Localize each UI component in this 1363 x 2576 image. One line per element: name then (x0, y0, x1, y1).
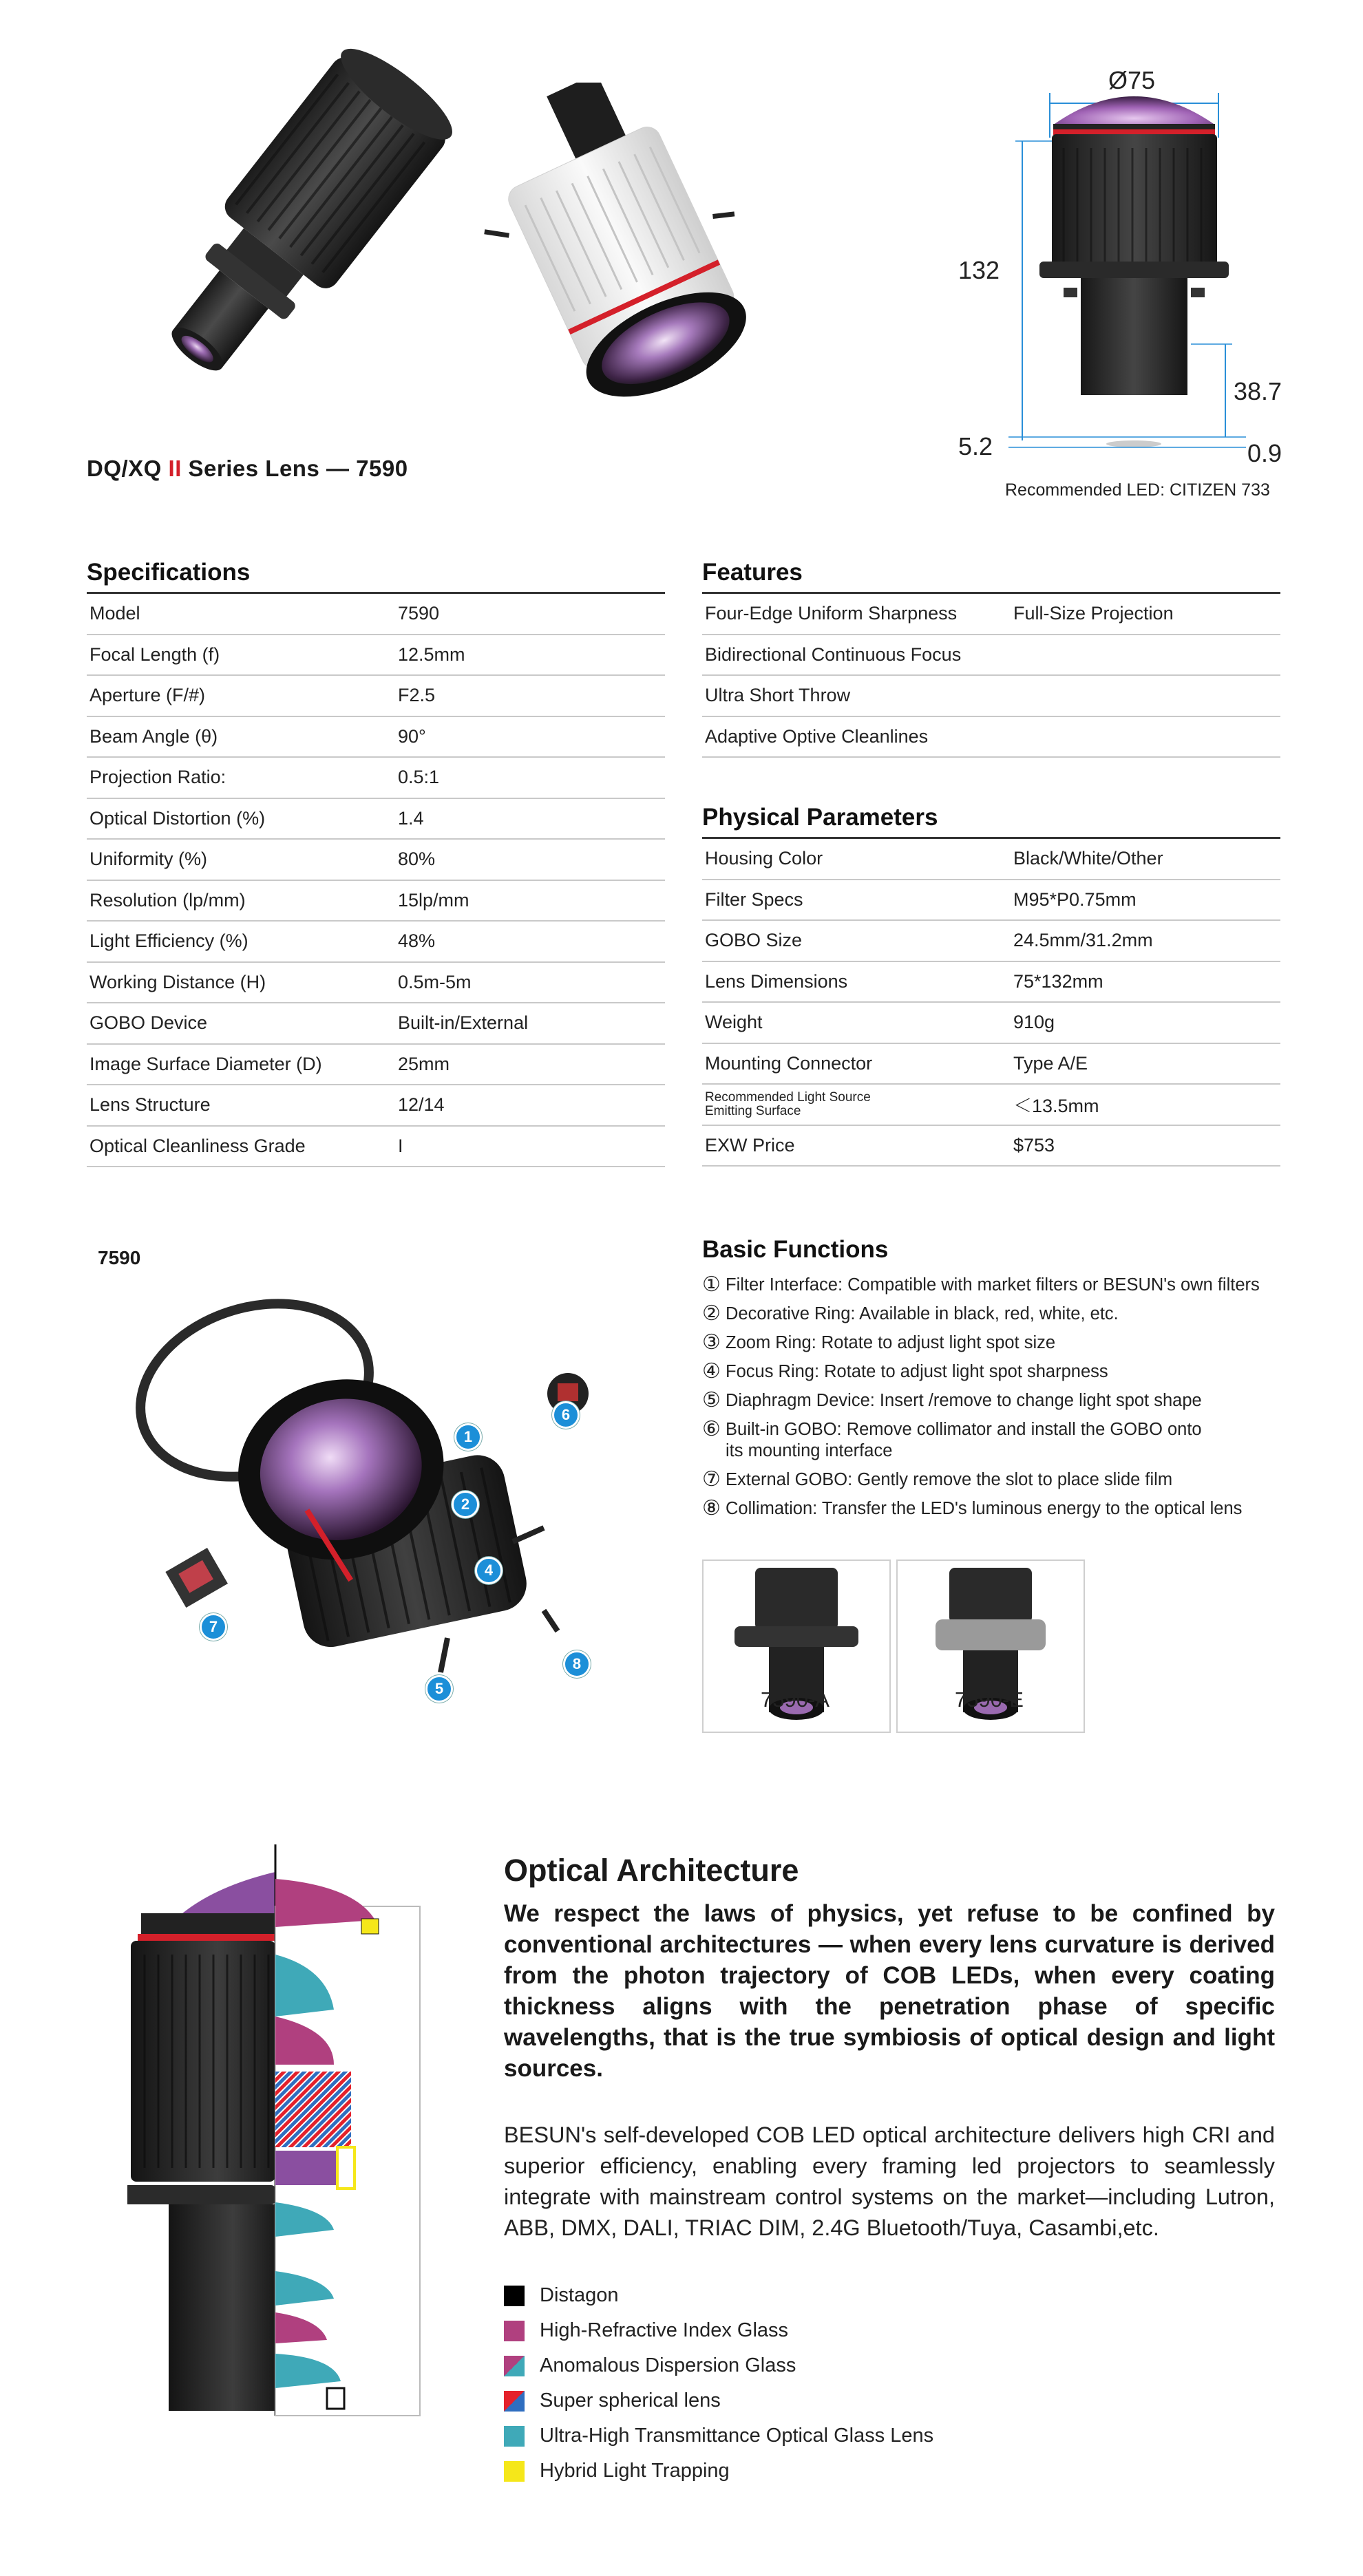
feature-value (1011, 675, 1280, 716)
legend-swatch-light-trapping (504, 2461, 525, 2482)
item-text: External GOBO: Gently remove the slot to place slide film (726, 1470, 1173, 1489)
table-row (87, 839, 665, 880)
callout-badge: 2 (452, 1491, 479, 1518)
spec-value: I (395, 1126, 665, 1167)
param-label: Weight (702, 1002, 1011, 1043)
item-number: ② (702, 1302, 721, 1325)
legend-item (504, 2348, 933, 2383)
table-row (702, 716, 1280, 758)
table-row (87, 1003, 665, 1044)
param-label: EXW Price (702, 1125, 1011, 1167)
optical-cross-section (127, 1844, 430, 2423)
legend-item (504, 2453, 933, 2489)
spec-value: Built-in/External (395, 1003, 665, 1044)
param-value: Type A/E (1011, 1043, 1280, 1085)
list-item (702, 1275, 1322, 1296)
legend-swatch-anomalous-dispersion (504, 2356, 525, 2376)
legend-label: Distagon (540, 2284, 619, 2306)
legend-item (504, 2383, 933, 2418)
series-title (87, 456, 408, 482)
legend-label: High-Refractive Index Glass (540, 2319, 789, 2341)
param-label: GOBO Size (702, 920, 1011, 961)
table-row (702, 1002, 1280, 1043)
param-value: 910g (1011, 1002, 1280, 1043)
spec-label: Optical Cleanliness Grade (87, 1126, 395, 1167)
product-photo-white-lens (454, 83, 778, 440)
spec-label: Projection Ratio: (87, 757, 395, 798)
param-value: 24.5mm/31.2mm (1011, 920, 1280, 961)
specifications-title: Specifications (87, 559, 251, 586)
legend-label: Ultra-High Transmittance Optical Glass Lens (540, 2425, 934, 2447)
spec-value: 25mm (395, 1044, 665, 1085)
dim-bottom-right: 0.9 (1247, 439, 1282, 467)
architecture-lead: We respect the laws of physics, yet refuse to be confined by conventional architectures — when every lens curvature is derived from the photon trajectory of COB LEDs, when every coating thickness aligns with the penetration phase of specific wavelengths, that is the true symbiosis of optical design and light sources. (504, 1900, 1275, 2082)
legend-swatch-high-refractive (504, 2321, 525, 2341)
item-text: Collimation: Transfer the LED's luminous energy to the optical lens (726, 1499, 1243, 1518)
item-text: Diaphragm Device: Insert /remove to change light spot shape (726, 1391, 1202, 1410)
variant-caption-e: 7590-E (955, 1688, 1024, 1712)
callout-badge: 5 (425, 1675, 453, 1703)
item-text: Built-in GOBO: Remove collimator and install the GOBO onto its mounting interface (726, 1420, 1202, 1460)
spec-value: 1.4 (395, 798, 665, 840)
variant-caption-a: 7590-A (761, 1688, 830, 1712)
spec-value: 15lp/mm (395, 880, 665, 922)
spec-value: 80% (395, 839, 665, 880)
param-label-line1: Recommended Light Source (705, 1089, 871, 1105)
feature-label: Four-Edge Uniform Sharpness (702, 593, 1011, 635)
table-row (87, 962, 665, 1003)
param-label: Filter Specs (702, 880, 1011, 921)
dim-bottom-left: 5.2 (958, 432, 993, 460)
param-label: Housing Color (702, 838, 1011, 880)
spec-value: 12/14 (395, 1085, 665, 1126)
item-number: ⑥ (702, 1418, 721, 1440)
spec-value: 12.5mm (395, 635, 665, 676)
callout-badge: 1 (454, 1423, 482, 1451)
series-prefix: DQ/XQ (87, 456, 169, 481)
table-row (87, 635, 665, 676)
table-row (702, 920, 1280, 961)
spec-label: Model (87, 593, 395, 635)
features-table (702, 592, 1280, 758)
spec-label: Optical Distortion (%) (87, 798, 395, 840)
series-suffix: Series Lens — 7590 (181, 456, 408, 481)
table-row (702, 880, 1280, 921)
param-value: 75*132mm (1011, 961, 1280, 1003)
callout-badge: 6 (552, 1401, 580, 1429)
series-roman: II (168, 456, 182, 481)
list-item (702, 1419, 1322, 1462)
list-item (702, 1469, 1322, 1491)
spec-value: 90° (395, 716, 665, 758)
item-number: ⑤ (702, 1389, 721, 1412)
param-value: ＜13.5mm (1011, 1084, 1280, 1125)
feature-value (1011, 716, 1280, 758)
param-value: Black/White/Other (1011, 838, 1280, 880)
spec-label: Working Distance (H) (87, 962, 395, 1003)
spec-value: 7590 (395, 593, 665, 635)
item-number: ④ (702, 1360, 721, 1383)
item-text: Zoom Ring: Rotate to adjust light spot size (726, 1333, 1056, 1352)
dim-height: 132 (958, 256, 1000, 284)
legend-swatch-transmittance (504, 2426, 525, 2447)
legend-item (504, 2313, 933, 2348)
table-row (87, 921, 665, 962)
spec-label: GOBO Device (87, 1003, 395, 1044)
spec-value: 48% (395, 921, 665, 962)
table-row (702, 1084, 1280, 1125)
spec-label: Focal Length (f) (87, 635, 395, 676)
exploded-model-label: 7590 (98, 1247, 141, 1268)
legend-swatch-distagon (504, 2286, 525, 2306)
spec-label: Light Efficiency (%) (87, 921, 395, 962)
item-number: ① (702, 1273, 721, 1296)
table-row (87, 798, 665, 840)
legend-item (504, 2418, 933, 2453)
features-title: Features (702, 559, 803, 586)
legend-label: Hybrid Light Trapping (540, 2460, 730, 2482)
callout-badge: 8 (563, 1650, 591, 1678)
architecture-title: Optical Architecture (504, 1853, 799, 1888)
table-row (87, 757, 665, 798)
spec-value: 0.5:1 (395, 757, 665, 798)
architecture-body: BESUN's self-developed COB LED optical architecture delivers high CRI and superior efficiency, enabling every framing led projectors to seamlessly integrate with mainstream control systems on the market—including Lutron, ABB, DMX, DALI, TRIAC DIM, 2.4G Bluetooth/Tuya, Casambi,etc. (504, 2122, 1275, 2240)
item-number: ③ (702, 1331, 721, 1354)
table-row (87, 880, 665, 922)
spec-label: Beam Angle (θ) (87, 716, 395, 758)
feature-label: Bidirectional Continuous Focus (702, 635, 1011, 676)
spec-label: Uniformity (%) (87, 839, 395, 880)
legend-label: Anomalous Dispersion Glass (540, 2354, 796, 2376)
spec-value: F2.5 (395, 675, 665, 716)
led-note: Recommended LED: CITIZEN 733 (1005, 480, 1270, 500)
list-item (702, 1498, 1322, 1520)
table-row (87, 1085, 665, 1126)
specifications-table (87, 592, 665, 1167)
table-row (702, 593, 1280, 635)
dim-diameter: Ø75 (1108, 66, 1156, 94)
feature-value: Full-Size Projection (1011, 593, 1280, 635)
table-row (702, 961, 1280, 1003)
basic-functions-title: Basic Functions (702, 1236, 889, 1263)
table-row (87, 675, 665, 716)
dimension-drawing (991, 55, 1267, 468)
callout-badge: 7 (200, 1613, 227, 1641)
feature-label: Ultra Short Throw (702, 675, 1011, 716)
table-row (702, 838, 1280, 880)
legend-item (504, 2278, 933, 2313)
table-row (87, 1044, 665, 1085)
legend-label: Super spherical lens (540, 2389, 721, 2412)
spec-label: Resolution (lp/mm) (87, 880, 395, 922)
table-row (87, 716, 665, 758)
table-row (702, 635, 1280, 676)
table-row (702, 1043, 1280, 1085)
item-text: Focus Ring: Rotate to adjust light spot sharpness (726, 1362, 1108, 1381)
param-label: Mounting Connector (702, 1043, 1011, 1085)
item-number: ⑦ (702, 1468, 721, 1491)
spec-label: Aperture (F/#) (87, 675, 395, 716)
list-item (702, 1303, 1322, 1325)
dim-lower: 38.7 (1234, 377, 1282, 405)
spec-value: 0.5m-5m (395, 962, 665, 1003)
table-row (702, 1125, 1280, 1167)
param-label-line2: Emitting Surface (705, 1103, 801, 1118)
param-label: Lens Dimensions (702, 961, 1011, 1003)
list-item (702, 1361, 1322, 1383)
callout-badge: 4 (475, 1557, 503, 1584)
physical-title: Physical Parameters (702, 804, 938, 831)
feature-value (1011, 635, 1280, 676)
table-row (702, 675, 1280, 716)
item-number: ⑧ (702, 1497, 721, 1520)
spec-label: Lens Structure (87, 1085, 395, 1126)
item-text: Filter Interface: Compatible with market filters or BESUN's own filters (726, 1275, 1260, 1295)
item-text: Decorative Ring: Available in black, red, white, etc. (726, 1304, 1119, 1323)
basic-functions-list (702, 1275, 1322, 1527)
legend-swatch-super-spherical (504, 2391, 525, 2412)
physical-table (702, 837, 1280, 1167)
material-legend (504, 2278, 933, 2489)
table-row (87, 1126, 665, 1167)
param-label (702, 1084, 1011, 1125)
list-item (702, 1390, 1322, 1412)
list-item (702, 1332, 1322, 1354)
product-photo-black-lens (103, 41, 489, 427)
table-row (87, 593, 665, 635)
param-value: $753 (1011, 1125, 1280, 1167)
param-value: M95*P0.75mm (1011, 880, 1280, 921)
spec-label: Image Surface Diameter (D) (87, 1044, 395, 1085)
feature-label: Adaptive Optive Cleanlines (702, 716, 1011, 758)
